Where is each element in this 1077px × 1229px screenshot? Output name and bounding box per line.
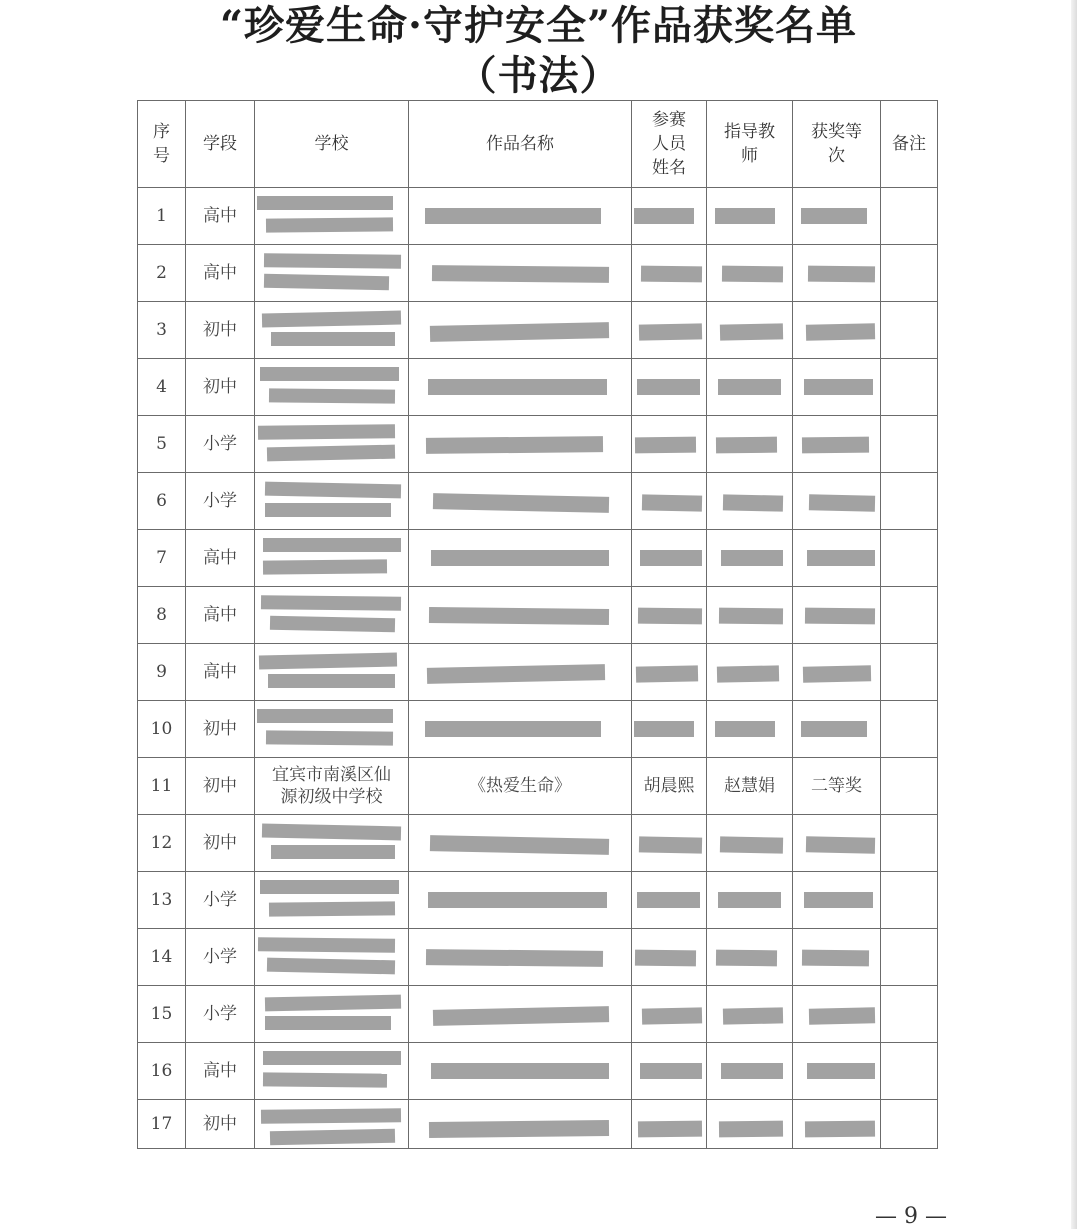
no-text: 4 bbox=[156, 377, 167, 397]
cell-award bbox=[793, 530, 881, 587]
cell-participant bbox=[632, 359, 707, 416]
cell-work bbox=[409, 929, 632, 986]
redaction-bar bbox=[806, 323, 875, 340]
redaction-bar bbox=[639, 836, 702, 853]
redaction-bar bbox=[809, 494, 875, 511]
cell-participant bbox=[632, 416, 707, 473]
redaction-bar bbox=[720, 836, 783, 853]
redaction-bar bbox=[722, 266, 783, 283]
table-row bbox=[138, 245, 938, 302]
redaction-bar bbox=[719, 608, 783, 625]
cell-school bbox=[255, 872, 409, 929]
cell-no bbox=[138, 872, 186, 929]
no-text: 14 bbox=[150, 947, 173, 967]
redaction-bar bbox=[257, 709, 393, 723]
no-text: 1 bbox=[156, 206, 167, 226]
redaction-bar bbox=[257, 196, 393, 210]
stage-text: 小学 bbox=[203, 1004, 237, 1024]
cell-remark bbox=[881, 416, 938, 473]
cell-no bbox=[138, 1043, 186, 1100]
header-school: 学校 bbox=[255, 101, 409, 188]
cell-award bbox=[793, 416, 881, 473]
table-row bbox=[138, 929, 938, 986]
cell-work bbox=[409, 986, 632, 1043]
cell-school bbox=[255, 644, 409, 701]
redaction-bar bbox=[261, 595, 401, 610]
table-row bbox=[138, 872, 938, 929]
redaction-bar bbox=[265, 482, 401, 499]
stage-text: 小学 bbox=[203, 491, 237, 511]
cell-remark bbox=[881, 359, 938, 416]
redaction-bar bbox=[260, 880, 399, 894]
redaction-bar bbox=[267, 958, 395, 975]
redaction-bar bbox=[715, 208, 775, 224]
redaction-bar bbox=[717, 665, 779, 682]
header-stage: 学段 bbox=[186, 101, 255, 188]
cell-remark bbox=[881, 587, 938, 644]
cell-remark bbox=[881, 1100, 938, 1149]
cell-teacher bbox=[707, 302, 793, 359]
cell-work bbox=[409, 359, 632, 416]
cell-no bbox=[138, 530, 186, 587]
table-row bbox=[138, 1043, 938, 1100]
stage-text: 小学 bbox=[203, 947, 237, 967]
stage-text: 高中 bbox=[203, 263, 237, 283]
cell-participant bbox=[632, 587, 707, 644]
cell-teacher bbox=[707, 587, 793, 644]
cell-work bbox=[409, 1043, 632, 1100]
cell-teacher bbox=[707, 644, 793, 701]
cell-award bbox=[793, 872, 881, 929]
cell-remark bbox=[881, 302, 938, 359]
cell-award bbox=[793, 188, 881, 245]
cell-school bbox=[255, 359, 409, 416]
page-subtitle: （书法） bbox=[456, 52, 621, 99]
cell-teacher bbox=[707, 815, 793, 872]
cell-teacher bbox=[707, 872, 793, 929]
cell-school bbox=[255, 929, 409, 986]
stage-text: 初中 bbox=[203, 833, 237, 853]
cell-award bbox=[793, 815, 881, 872]
stage-text: 高中 bbox=[203, 662, 237, 682]
cell-no bbox=[138, 188, 186, 245]
redaction-bar bbox=[268, 674, 395, 688]
cell-participant bbox=[632, 302, 707, 359]
cell-stage bbox=[186, 872, 255, 929]
cell-stage bbox=[186, 1043, 255, 1100]
cell-award bbox=[793, 302, 881, 359]
redaction-bar bbox=[261, 1108, 401, 1123]
cell-participant bbox=[632, 758, 707, 815]
cell-no bbox=[138, 644, 186, 701]
page-edge-shadow bbox=[1071, 0, 1077, 1229]
stage-text: 初中 bbox=[203, 719, 237, 739]
redaction-bar bbox=[271, 332, 395, 346]
no-text: 10 bbox=[150, 719, 173, 739]
redaction-bar bbox=[807, 550, 875, 566]
cell-work bbox=[409, 530, 632, 587]
cell-participant bbox=[632, 245, 707, 302]
page-title: “珍爱生命·守护安全”作品获奖名单 bbox=[220, 2, 857, 49]
stage-text: 高中 bbox=[203, 206, 237, 226]
cell-school bbox=[255, 1100, 409, 1149]
no-text: 15 bbox=[150, 1004, 173, 1024]
redaction-bar bbox=[805, 608, 875, 625]
table-row bbox=[138, 359, 938, 416]
header-award: 获奖等次 bbox=[793, 101, 881, 188]
cell-stage bbox=[186, 986, 255, 1043]
cell-stage bbox=[186, 359, 255, 416]
cell-teacher bbox=[707, 1100, 793, 1149]
cell-award bbox=[793, 473, 881, 530]
table-row bbox=[138, 815, 938, 872]
cell-remark bbox=[881, 644, 938, 701]
cell-school bbox=[255, 473, 409, 530]
no-text: 6 bbox=[156, 491, 167, 511]
redaction-bar bbox=[262, 824, 401, 841]
redaction-bar bbox=[719, 1121, 783, 1138]
redaction-bar bbox=[642, 1007, 702, 1024]
table-row bbox=[138, 587, 938, 644]
cell-work bbox=[409, 872, 632, 929]
redaction-bar bbox=[718, 892, 781, 908]
cell-remark bbox=[881, 188, 938, 245]
award-list-table bbox=[137, 100, 938, 1149]
cell-no bbox=[138, 416, 186, 473]
redaction-bar bbox=[266, 730, 393, 745]
cell-no bbox=[138, 587, 186, 644]
redaction-bar bbox=[718, 379, 781, 395]
participant-text: 胡晨熙 bbox=[643, 776, 695, 796]
cell-remark bbox=[881, 872, 938, 929]
redaction-bar bbox=[260, 367, 399, 381]
redaction-bar bbox=[638, 1121, 702, 1138]
no-text: 17 bbox=[150, 1114, 173, 1134]
cell-teacher bbox=[707, 701, 793, 758]
table-row bbox=[138, 530, 938, 587]
table-row bbox=[138, 701, 938, 758]
redaction-bar bbox=[634, 721, 694, 737]
redaction-bar bbox=[429, 1120, 609, 1138]
cell-award bbox=[793, 986, 881, 1043]
redaction-bar bbox=[801, 721, 867, 737]
redaction-bar bbox=[264, 253, 401, 268]
redaction-bar bbox=[271, 845, 395, 859]
redaction-bar bbox=[721, 550, 783, 566]
cell-award bbox=[793, 758, 881, 815]
redaction-bar bbox=[258, 424, 395, 439]
cell-no bbox=[138, 758, 186, 815]
redaction-bar bbox=[428, 892, 607, 908]
cell-stage bbox=[186, 188, 255, 245]
stage-text: 初中 bbox=[203, 320, 237, 340]
stage-text: 高中 bbox=[203, 1061, 237, 1081]
cell-remark bbox=[881, 473, 938, 530]
stage-text: 高中 bbox=[203, 548, 237, 568]
cell-teacher bbox=[707, 986, 793, 1043]
stage-text: 高中 bbox=[203, 605, 237, 625]
cell-stage bbox=[186, 815, 255, 872]
cell-no bbox=[138, 929, 186, 986]
cell-participant bbox=[632, 473, 707, 530]
no-text: 7 bbox=[156, 548, 167, 568]
cell-no bbox=[138, 1100, 186, 1149]
header-no: 序号 bbox=[138, 101, 186, 188]
cell-stage bbox=[186, 644, 255, 701]
cell-school bbox=[255, 758, 409, 815]
redaction-bar bbox=[259, 653, 397, 670]
cell-stage bbox=[186, 245, 255, 302]
teacher-text: 赵慧娟 bbox=[724, 776, 775, 796]
cell-participant bbox=[632, 188, 707, 245]
no-text: 16 bbox=[150, 1061, 173, 1081]
cell-stage bbox=[186, 473, 255, 530]
cell-work bbox=[409, 758, 632, 815]
cell-school bbox=[255, 701, 409, 758]
cell-work bbox=[409, 701, 632, 758]
no-text: 3 bbox=[156, 320, 167, 340]
header-teacher: 指导教师 bbox=[707, 101, 793, 188]
award-text: 二等奖 bbox=[811, 776, 862, 796]
cell-work bbox=[409, 587, 632, 644]
redaction-bar bbox=[265, 1016, 391, 1030]
cell-school bbox=[255, 986, 409, 1043]
cell-school bbox=[255, 815, 409, 872]
cell-teacher bbox=[707, 530, 793, 587]
redaction-bar bbox=[258, 937, 395, 952]
redaction-bar bbox=[428, 379, 607, 395]
cell-teacher bbox=[707, 1043, 793, 1100]
redaction-bar bbox=[720, 323, 783, 340]
redaction-bar bbox=[262, 311, 401, 328]
cell-award bbox=[793, 587, 881, 644]
cell-stage bbox=[186, 416, 255, 473]
redaction-bar bbox=[635, 437, 696, 454]
redaction-bar bbox=[716, 437, 777, 454]
cell-remark bbox=[881, 1043, 938, 1100]
cell-no bbox=[138, 245, 186, 302]
redaction-bar bbox=[425, 721, 601, 737]
redaction-bar bbox=[640, 550, 702, 566]
cell-remark bbox=[881, 530, 938, 587]
cell-stage bbox=[186, 929, 255, 986]
cell-award bbox=[793, 644, 881, 701]
cell-work bbox=[409, 815, 632, 872]
redaction-bar bbox=[638, 608, 702, 625]
cell-award bbox=[793, 1043, 881, 1100]
stage-text: 小学 bbox=[203, 890, 237, 910]
table-row bbox=[138, 1100, 938, 1149]
table-row bbox=[138, 473, 938, 530]
header-work: 作品名称 bbox=[409, 101, 632, 188]
cell-work bbox=[409, 188, 632, 245]
redaction-bar bbox=[263, 1072, 387, 1087]
cell-no bbox=[138, 302, 186, 359]
redaction-bar bbox=[432, 265, 609, 283]
cell-remark bbox=[881, 929, 938, 986]
cell-teacher bbox=[707, 929, 793, 986]
redaction-bar bbox=[263, 538, 401, 552]
redaction-bar bbox=[635, 950, 696, 967]
cell-no bbox=[138, 986, 186, 1043]
redaction-bar bbox=[721, 1063, 783, 1079]
redaction-bar bbox=[270, 616, 395, 633]
cell-remark bbox=[881, 701, 938, 758]
cell-no bbox=[138, 473, 186, 530]
redaction-bar bbox=[715, 721, 775, 737]
redaction-bar bbox=[636, 665, 698, 682]
cell-no bbox=[138, 815, 186, 872]
redaction-bar bbox=[270, 1129, 395, 1146]
redaction-bar bbox=[431, 550, 609, 566]
stage-text: 小学 bbox=[203, 434, 237, 454]
cell-school bbox=[255, 530, 409, 587]
cell-no bbox=[138, 701, 186, 758]
redaction-bar bbox=[637, 892, 700, 908]
redaction-bar bbox=[803, 665, 871, 682]
cell-school bbox=[255, 416, 409, 473]
redaction-bar bbox=[801, 208, 867, 224]
redaction-bar bbox=[269, 901, 395, 916]
cell-remark bbox=[881, 815, 938, 872]
redaction-bar bbox=[802, 437, 869, 454]
redaction-bar bbox=[264, 274, 389, 291]
cell-teacher bbox=[707, 416, 793, 473]
table-row bbox=[138, 986, 938, 1043]
cell-work bbox=[409, 302, 632, 359]
redaction-bar bbox=[716, 950, 777, 967]
cell-award bbox=[793, 1100, 881, 1149]
redaction-bar bbox=[269, 388, 395, 403]
cell-stage bbox=[186, 587, 255, 644]
cell-participant bbox=[632, 1100, 707, 1149]
cell-stage bbox=[186, 701, 255, 758]
cell-remark bbox=[881, 758, 938, 815]
cell-participant bbox=[632, 815, 707, 872]
redaction-bar bbox=[426, 436, 603, 454]
redaction-bar bbox=[807, 1063, 875, 1079]
cell-school bbox=[255, 587, 409, 644]
table-body bbox=[138, 188, 938, 1149]
cell-participant bbox=[632, 701, 707, 758]
cell-award bbox=[793, 701, 881, 758]
stage-text: 初中 bbox=[203, 377, 237, 397]
redaction-bar bbox=[809, 1007, 875, 1024]
cell-stage bbox=[186, 1100, 255, 1149]
cell-award bbox=[793, 929, 881, 986]
table-row bbox=[138, 416, 938, 473]
cell-no bbox=[138, 359, 186, 416]
table-header-row bbox=[138, 101, 938, 188]
cell-stage bbox=[186, 758, 255, 815]
no-text: 2 bbox=[156, 263, 167, 283]
cell-work bbox=[409, 1100, 632, 1149]
cell-teacher bbox=[707, 473, 793, 530]
redaction-bar bbox=[637, 379, 700, 395]
redaction-bar bbox=[641, 266, 702, 283]
cell-remark bbox=[881, 245, 938, 302]
stage-text: 初中 bbox=[203, 1114, 237, 1134]
cell-participant bbox=[632, 644, 707, 701]
redaction-bar bbox=[640, 1063, 702, 1079]
table-row bbox=[138, 302, 938, 359]
no-text: 5 bbox=[156, 434, 167, 454]
redaction-bar bbox=[266, 217, 393, 232]
no-text: 11 bbox=[150, 776, 173, 796]
cell-participant bbox=[632, 872, 707, 929]
cell-stage bbox=[186, 302, 255, 359]
redaction-bar bbox=[429, 607, 609, 625]
cell-award bbox=[793, 359, 881, 416]
redaction-bar bbox=[804, 379, 873, 395]
redaction-bar bbox=[425, 208, 601, 224]
redaction-bar bbox=[806, 836, 875, 853]
redaction-bar bbox=[431, 1063, 609, 1079]
cell-award bbox=[793, 245, 881, 302]
cell-participant bbox=[632, 929, 707, 986]
redaction-bar bbox=[639, 323, 702, 340]
redaction-bar bbox=[265, 503, 391, 517]
redaction-bar bbox=[805, 1121, 875, 1138]
cell-teacher bbox=[707, 758, 793, 815]
cell-remark bbox=[881, 986, 938, 1043]
no-text: 8 bbox=[156, 605, 167, 625]
cell-work bbox=[409, 473, 632, 530]
cell-school bbox=[255, 302, 409, 359]
cell-work bbox=[409, 416, 632, 473]
cell-school bbox=[255, 1043, 409, 1100]
work-text: 《热爱生命》 bbox=[469, 776, 571, 796]
school-text: 宜宾市南溪区仙源初级中学校 bbox=[272, 765, 391, 807]
no-text: 13 bbox=[150, 890, 173, 910]
redaction-bar bbox=[642, 494, 702, 511]
page-number: — 9 — bbox=[875, 1204, 947, 1229]
cell-stage bbox=[186, 530, 255, 587]
cell-participant bbox=[632, 986, 707, 1043]
cell-participant bbox=[632, 1043, 707, 1100]
no-text: 9 bbox=[156, 662, 167, 682]
header-participant: 参赛人员姓名 bbox=[632, 101, 707, 188]
stage-text: 初中 bbox=[203, 776, 237, 796]
table-row bbox=[138, 758, 938, 815]
redaction-bar bbox=[723, 494, 783, 511]
redaction-bar bbox=[802, 950, 869, 967]
cell-school bbox=[255, 245, 409, 302]
cell-participant bbox=[632, 530, 707, 587]
table-row bbox=[138, 644, 938, 701]
redaction-bar bbox=[634, 208, 694, 224]
redaction-bar bbox=[267, 445, 395, 462]
redaction-bar bbox=[808, 266, 875, 283]
no-text: 12 bbox=[150, 833, 173, 853]
cell-teacher bbox=[707, 359, 793, 416]
header-remark: 备注 bbox=[881, 101, 938, 188]
cell-teacher bbox=[707, 245, 793, 302]
cell-work bbox=[409, 644, 632, 701]
table-row bbox=[138, 188, 938, 245]
cell-school bbox=[255, 188, 409, 245]
redaction-bar bbox=[263, 559, 387, 574]
redaction-bar bbox=[804, 892, 873, 908]
cell-work bbox=[409, 245, 632, 302]
cell-teacher bbox=[707, 188, 793, 245]
redaction-bar bbox=[723, 1007, 783, 1024]
redaction-bar bbox=[263, 1051, 401, 1065]
redaction-bar bbox=[265, 995, 401, 1012]
redaction-bar bbox=[426, 949, 603, 967]
